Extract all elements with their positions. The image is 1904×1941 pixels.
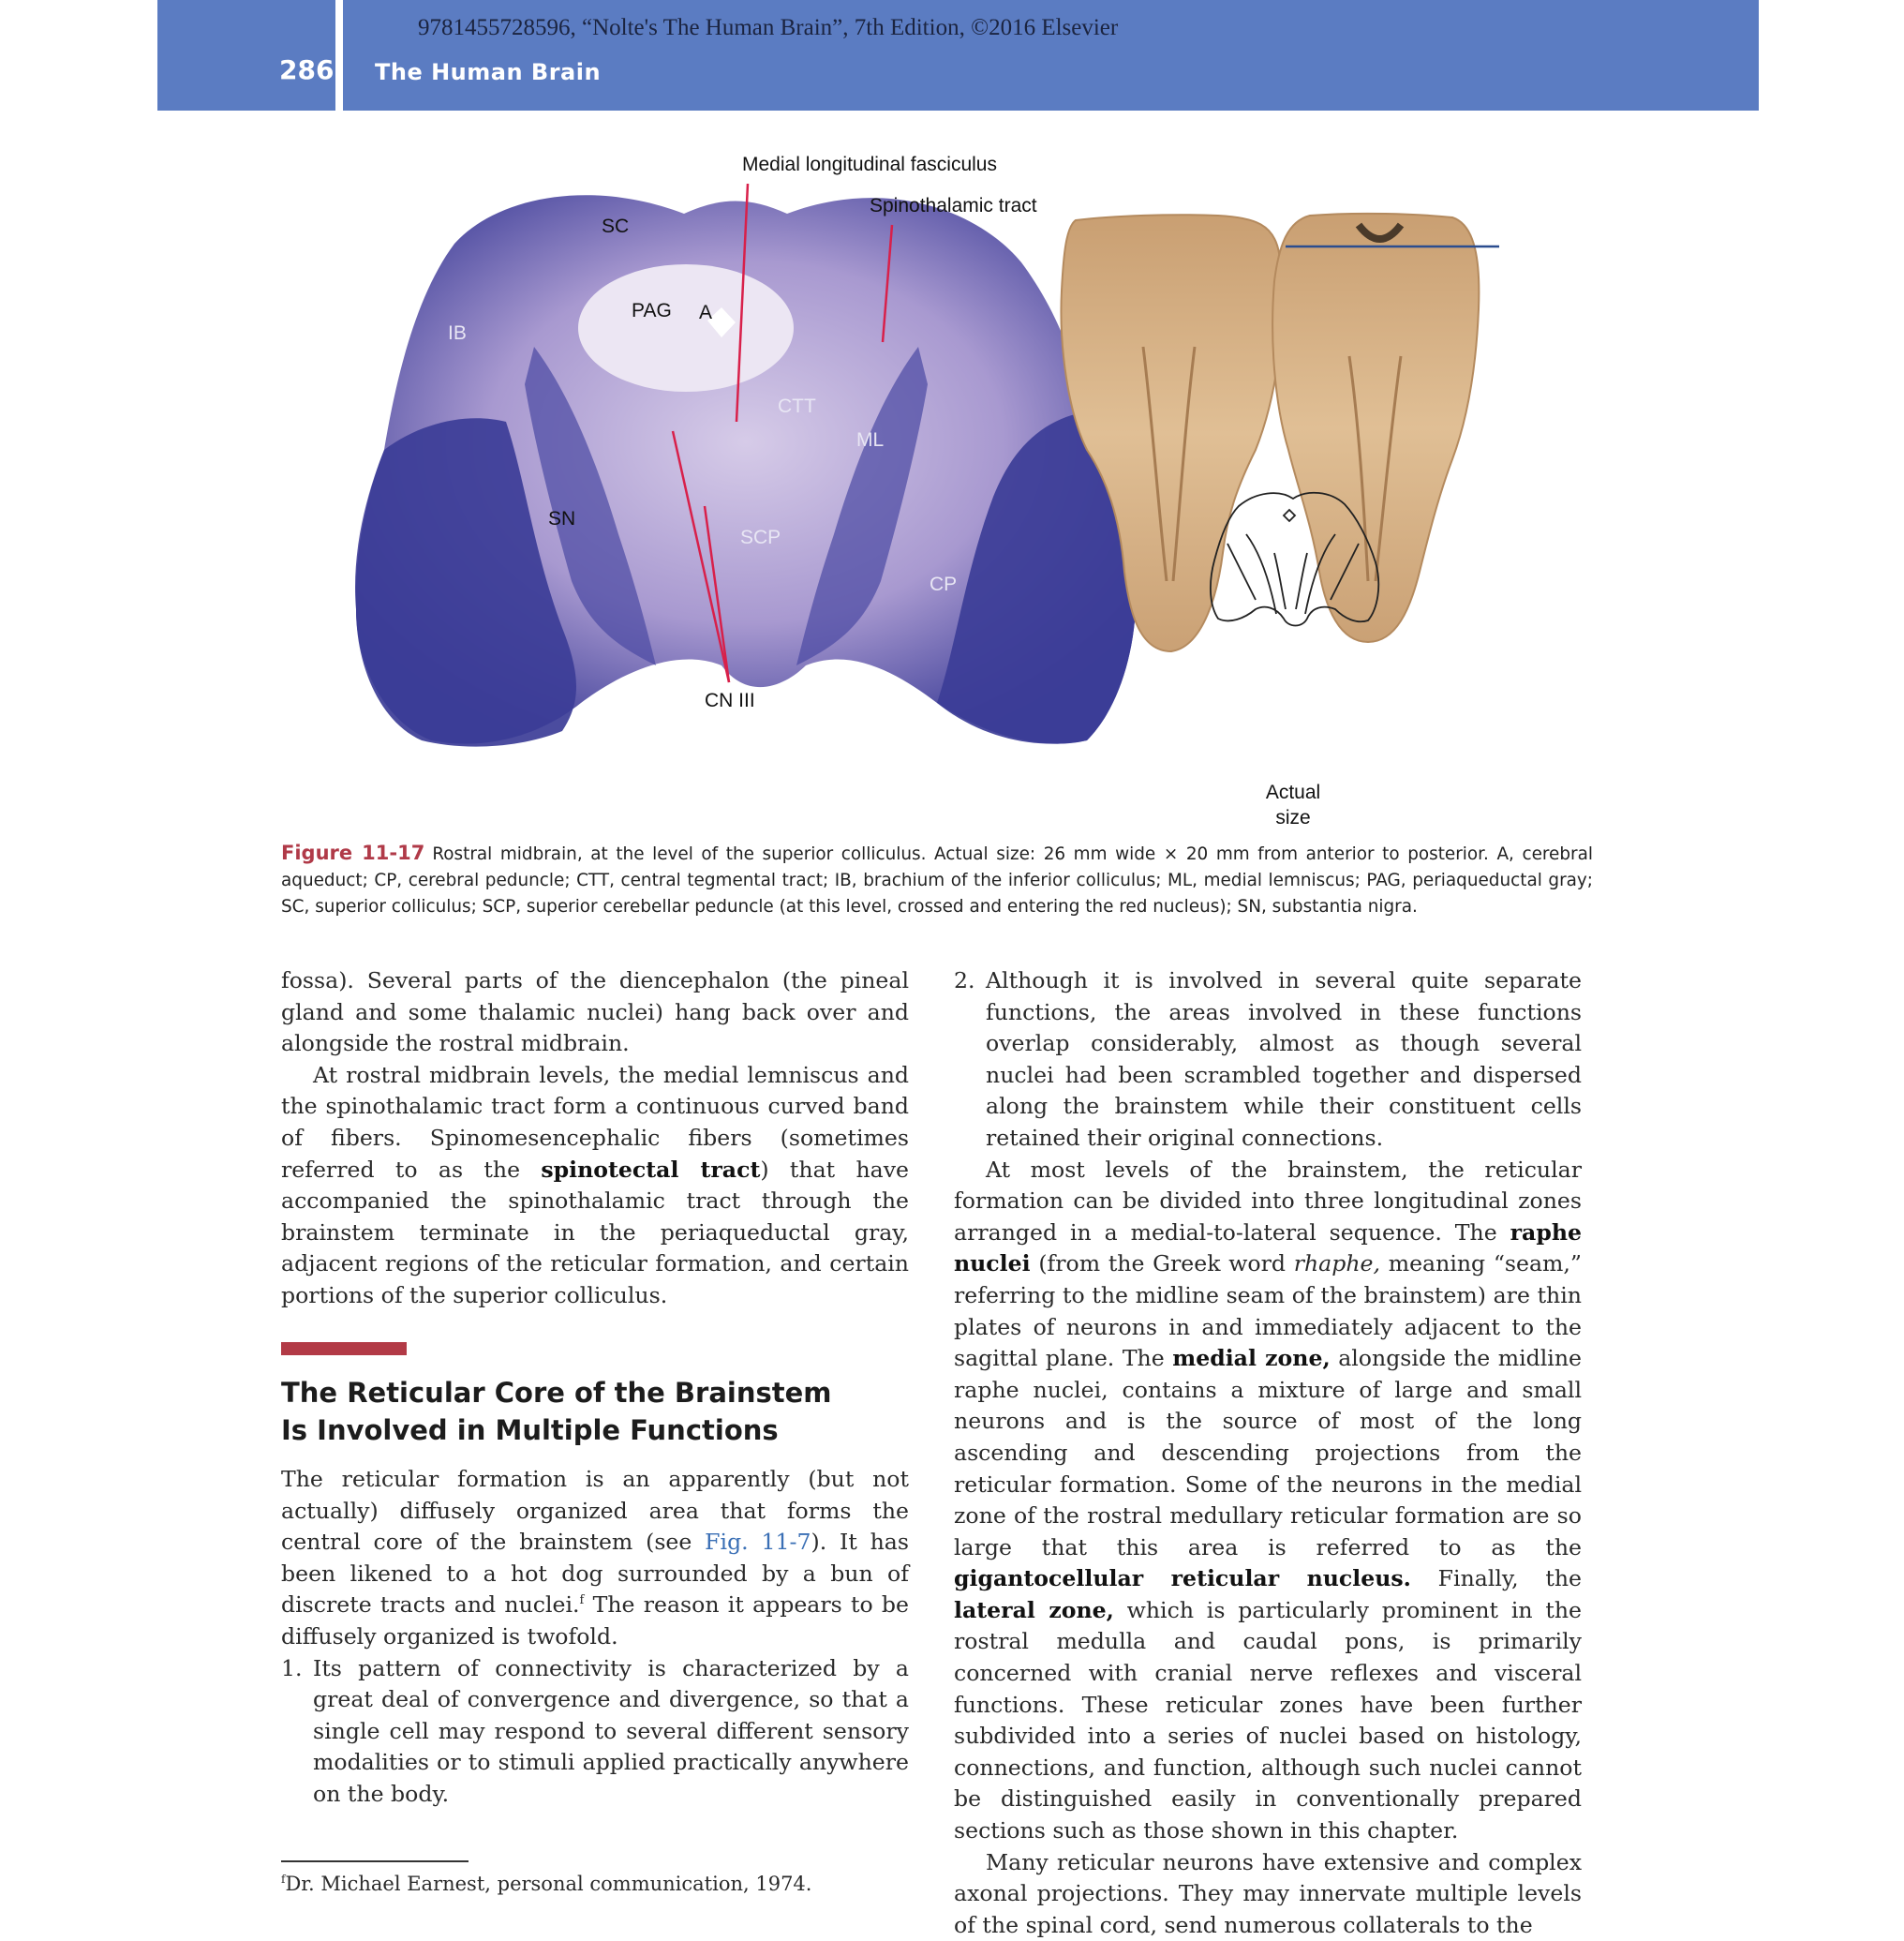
left-paragraph-2	[281, 1060, 909, 1312]
left-column	[281, 965, 909, 1312]
left-paragraph-3	[281, 1464, 909, 1653]
list-item-1	[281, 1653, 909, 1811]
isbn-line: 9781455728596, “Nolte's The Human Brain”, 7th Edition, ©2016 Elsevier	[418, 15, 1119, 40]
label-aqueduct: A	[699, 302, 713, 323]
right-paragraph-2: Many reticular neurons have extensive and complex axonal projections. They may innervate multiple levels of the spinal cord, send numerous collaterals to the	[954, 1848, 1582, 1938]
left-p3-text-b: ). It has been likened to a hot dog surrounded by a bun of discrete tracts and nuclei.	[281, 1529, 909, 1619]
label-spinothalamic-tract: Spinothalamic tract	[870, 195, 1037, 216]
left-p3-text-c: The reason it appears to be diffusely organized is twofold.	[281, 1591, 909, 1650]
right-paragraph-1	[954, 1155, 1582, 1847]
caption-text: Rostral midbrain, at the level of the superior colliculus. Actual size: 26 mm wide × 20 mm from anterior to posterior. A, cerebral aqueduct; CP, cerebral peduncle; CTT, central tegmental tract; IB, brachium of the inferior colliculus; ML, medial lemniscus; PAG, periaqueductal gray; SC, superior colliculus; SCP, superior cerebellar peduncle (at this level, crossed and entering the red nucleus); SN, substantia nigra.	[281, 844, 1593, 917]
label-scp: SCP	[740, 527, 781, 548]
list-text-1: Its pattern of connectivity is characterized by a great deal of convergence and divergence, so that a single cell may respond to several different sensory modalities or to stimuli applied practically anywhere on the body.	[313, 1654, 909, 1807]
right-p1-text-a: At most levels of the brainstem, the reticular formation can be divided into three longitudinal zones arranged in a medial-to-lateral sequence. The	[954, 1156, 1582, 1246]
label-ctt: CTT	[778, 396, 816, 417]
running-title: The Human Brain	[375, 59, 602, 85]
section-heading	[281, 1374, 900, 1449]
figure-11-17	[281, 141, 1612, 834]
section-heading-line-2: Is Involved in Multiple Functions	[281, 1414, 779, 1446]
periaqueductal-gray	[578, 264, 794, 392]
label-sn: SN	[548, 508, 576, 530]
term-spinotectal-tract: spinotectal tract	[541, 1156, 761, 1183]
right-p1-text-d: alongside the midline raphe nuclei, contains a mixture of large and small neurons and is the source of most of the long ascending and descending projections from the reticular formation. Some of the neurons in the medial zone of the rostral medullary reticular formation are so large that this area is referred to as the	[954, 1345, 1582, 1560]
left-column-lower	[281, 1464, 909, 1811]
section-heading-line-1: The Reticular Core of the Brainstem	[281, 1377, 832, 1409]
term-raphe-nuclei: raphe nuclei	[954, 1218, 1582, 1277]
label-cp: CP	[930, 574, 958, 595]
header-divider	[335, 0, 343, 111]
page-header	[157, 0, 1759, 111]
right-p1-text-f: which is particularly prominent in the rostral medulla and caudal pons, is primarily concerned with cranial nerve reflexes and visceral functions. These reticular zones have been further subdivided into a series of nuclei based on histology, connections, and function, although such nuclei cannot be distinguished easily in conventionally prepared sections such as those shown in this chapter.	[954, 1596, 1582, 1844]
section-accent-bar	[281, 1342, 407, 1355]
footnote-text: Dr. Michael Earnest, personal communication, 1974.	[285, 1873, 812, 1895]
list-text-2: Although it is involved in several quite separate functions, the areas involved in these functions overlap considerably, almost as though several nuclei had been scrambled together and dispersed along the brainstem while their constituent cells retained their original connections.	[986, 967, 1582, 1151]
label-size: size	[1275, 807, 1311, 829]
list-number-1: 1.	[281, 1654, 303, 1681]
label-pag: PAG	[632, 300, 672, 321]
list-item-2	[954, 965, 1582, 1155]
footnote-rule	[281, 1860, 469, 1862]
term-gigantocellular-nucleus: gigantocellular reticular nucleus.	[954, 1565, 1411, 1592]
figure-artwork	[281, 141, 1612, 834]
left-paragraph-1: fossa). Several parts of the diencephalon (the pineal gland and some thalamic nuclei) hang back over and alongside the rostral midbrain.	[281, 967, 909, 1057]
midbrain-section	[355, 184, 1137, 747]
label-ib: IB	[448, 322, 467, 344]
page-number: 286	[279, 54, 335, 85]
label-actual: Actual	[1265, 782, 1321, 803]
label-cn3: CN III	[705, 690, 755, 711]
fig-11-7-link[interactable]: Fig. 11-7	[705, 1529, 811, 1556]
left-p2-text-b: ) that have accompanied the spinothalamic tract through the brainstem terminate in the periaqueductal gray, adjacent regions of the reticular formation, and certain portions of the superior colliculus.	[281, 1156, 909, 1308]
right-column	[954, 965, 1582, 1941]
term-medial-zone: medial zone,	[1172, 1345, 1331, 1372]
figure-caption	[281, 840, 1593, 920]
right-p1-text-c: meaning “seam,” referring to the midline seam of the brainstem) are thin plates of neurons in and immediately adjacent to the sagittal plane. The	[954, 1250, 1582, 1372]
label-ml: ML	[856, 429, 885, 451]
caption-figure-id: Figure 11-17	[281, 842, 425, 864]
label-mlf: Medial longitudinal fasciculus	[742, 154, 997, 175]
footnote	[281, 1873, 811, 1895]
label-actual-size	[1232, 780, 1354, 830]
term-lateral-zone: lateral zone,	[954, 1596, 1114, 1623]
footnote-marker[interactable]: f	[579, 1593, 585, 1608]
left-p2-text-a: At rostral midbrain levels, the medial lemniscus and the spinothalamic tract form a continuous curved band of fibers. Spinomesencephalic fibers (sometimes referred to as the	[281, 1061, 909, 1183]
label-sc: SC	[602, 216, 630, 237]
right-p1-text-e: Finally, the	[1410, 1565, 1583, 1592]
right-p1-text-b: (from the Greek word	[1030, 1250, 1294, 1277]
left-p3-text-a: The reticular formation is an apparently (but not actually) diffusely organized area that forms the central core of the brainstem (see	[281, 1466, 909, 1556]
footnote-sup: f	[281, 1873, 286, 1886]
specimen-right	[1272, 214, 1479, 642]
list-number-2: 2.	[954, 967, 975, 993]
term-rhaphe: rhaphe,	[1293, 1250, 1381, 1277]
